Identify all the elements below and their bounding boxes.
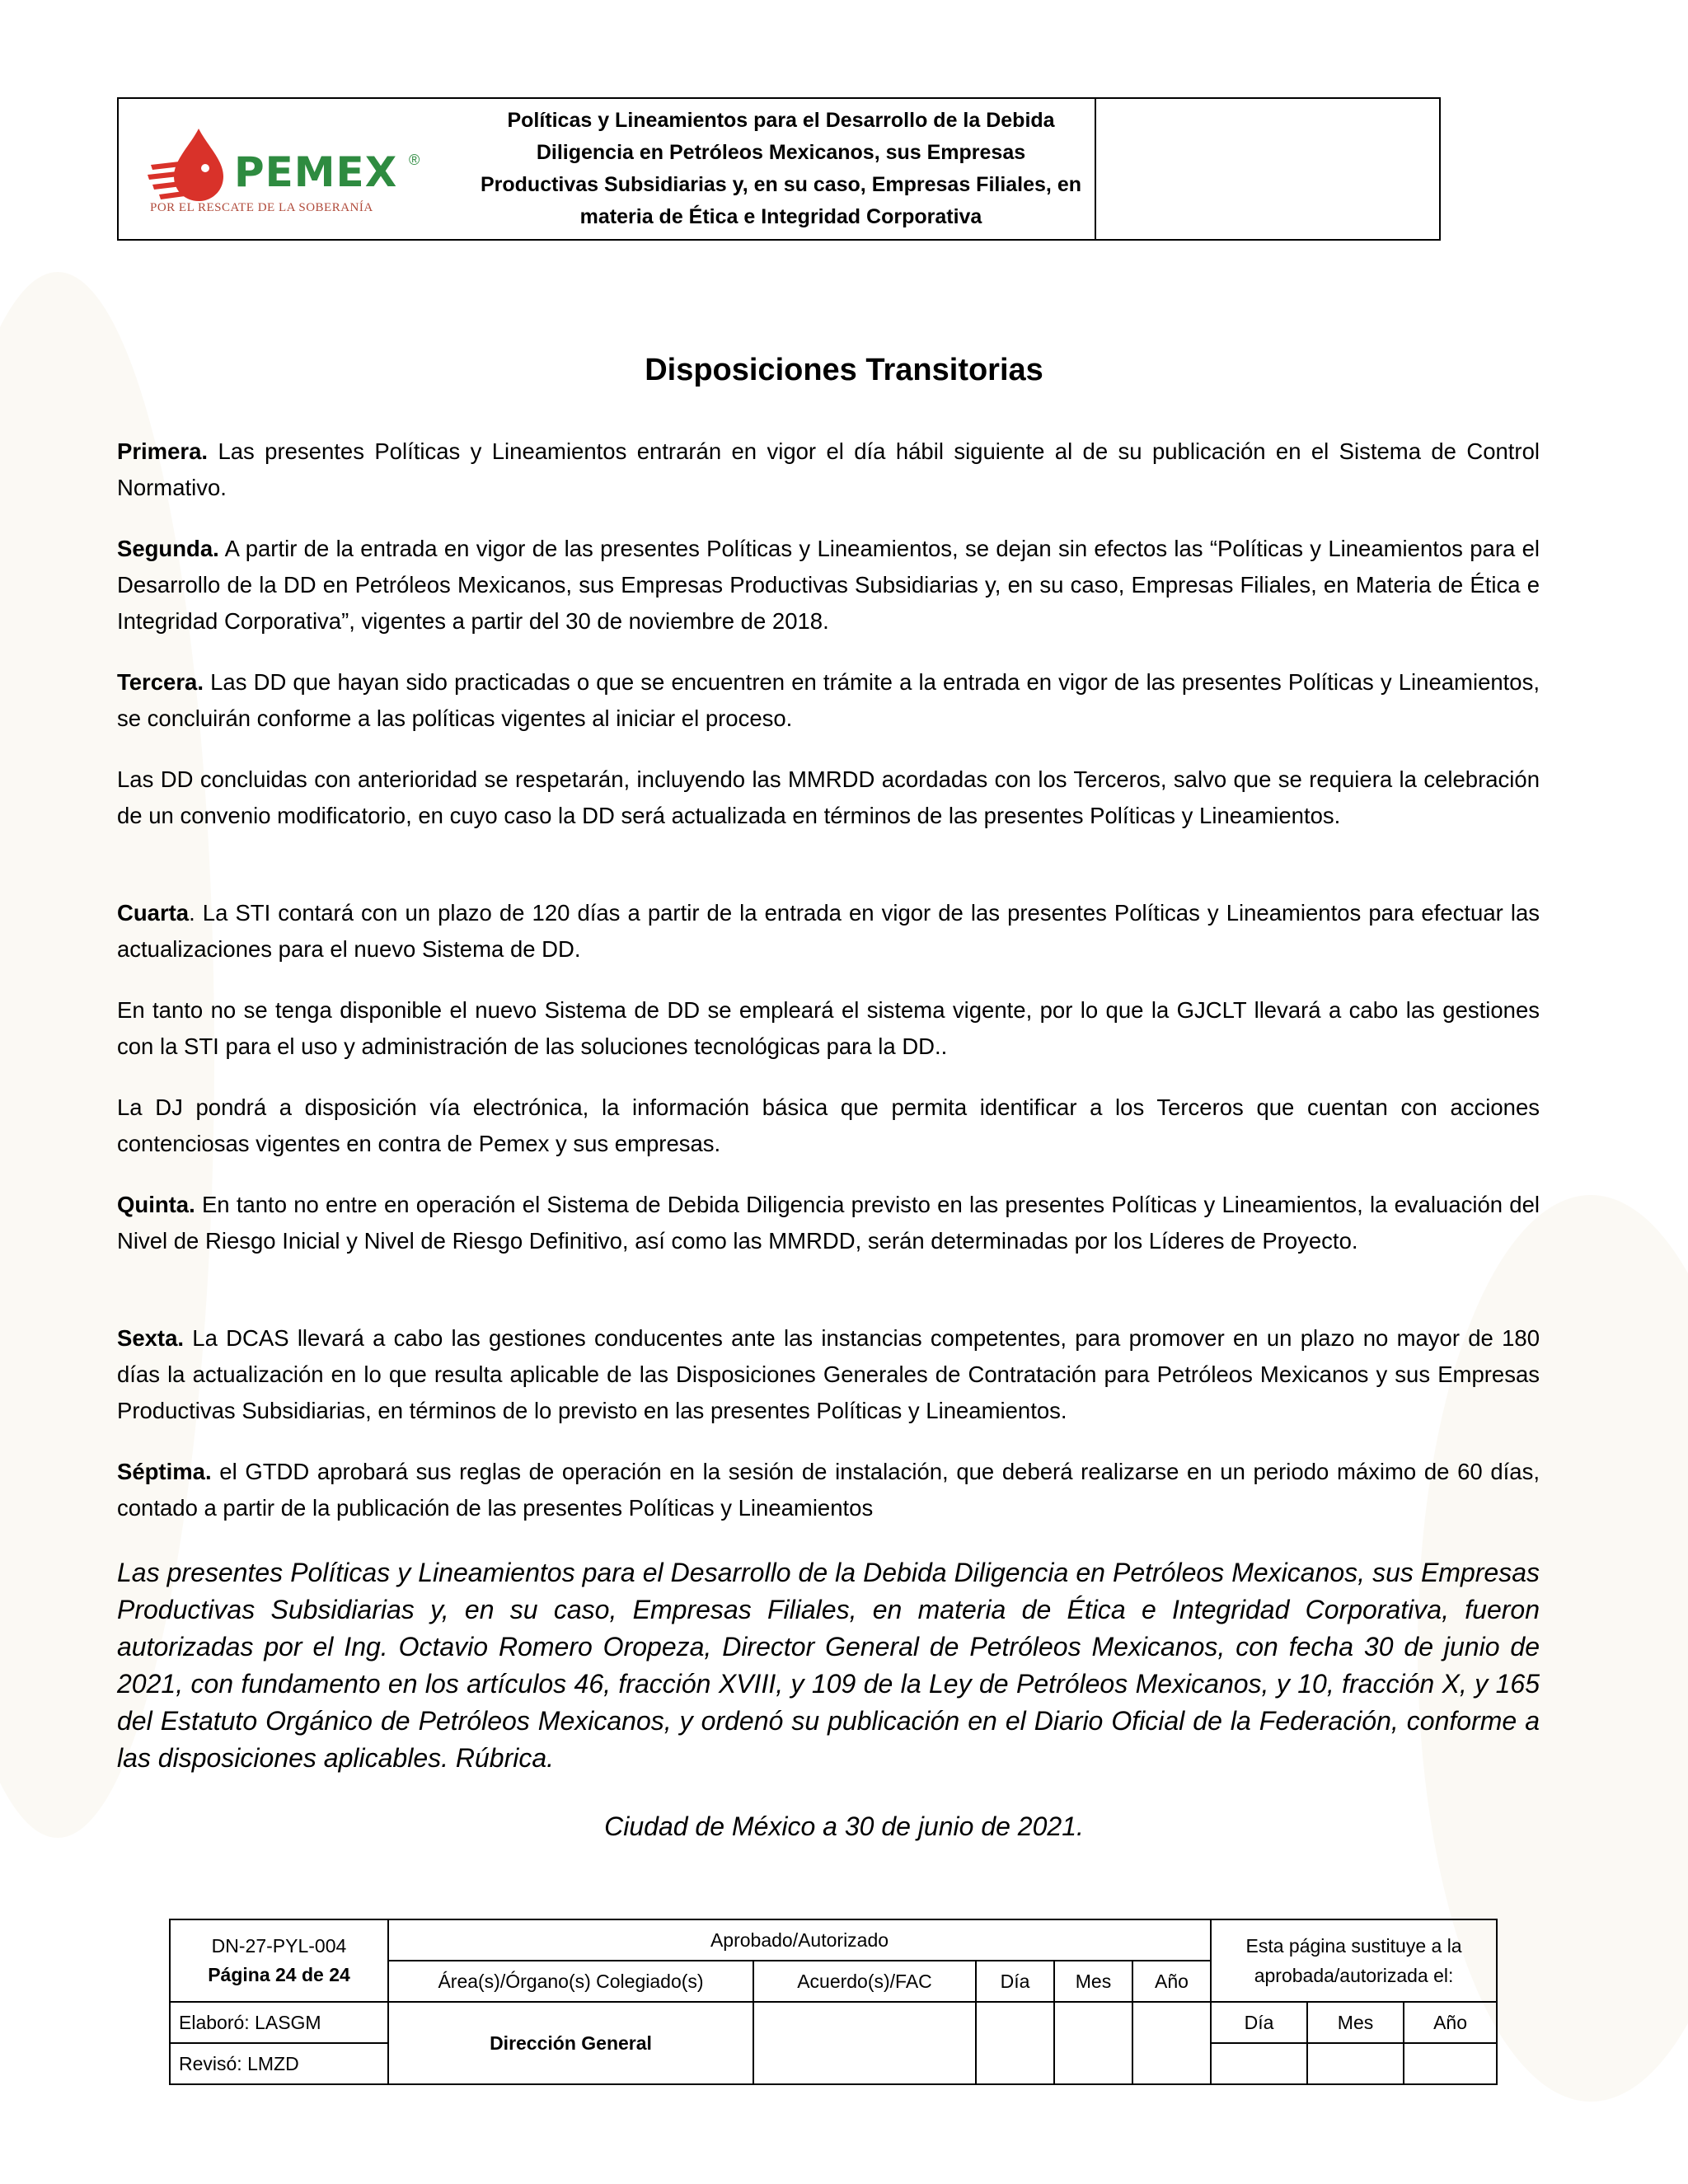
- paragraph-primera: [117, 434, 1540, 506]
- header-title: Políticas y Lineamientos para el Desarrollo de la Debida Diligencia en Petróleos Mexicanos, sus Empresas Productivas Subsidiarias y, en su caso, Empresas Filiales, en materia de Ética e Integridad Corporativa: [467, 99, 1096, 239]
- col-mes-header: Mes: [1054, 1961, 1132, 2002]
- paragraph-segunda: [117, 531, 1540, 640]
- acuerdo-value: [753, 2002, 976, 2084]
- paragraph-text: . La STI contará con un plazo de 120 días a partir de la entrada en vigor de las presentes Políticas y Lineamientos para efectuar las actualizaciones para el nuevo Sistema de DD.: [117, 900, 1540, 962]
- paragraph-lead: Tercera.: [117, 669, 204, 695]
- col-dia-header: Día: [976, 1961, 1054, 2002]
- paragraph-text: En tanto no se tenga disponible el nuevo Sistema de DD se empleará el sistema vigente, por lo que la GJCLT llevará a cabo las gestiones con la STI para el uso y administración de las soluciones tecnológicas para la DD..: [117, 997, 1540, 1059]
- eagle-drop-icon: [148, 127, 230, 203]
- paragraph-cuarta: [117, 895, 1540, 968]
- replaces-mes-value: [1307, 2043, 1404, 2084]
- replaces-mes-header: Mes: [1307, 2002, 1404, 2043]
- paragraph-text: En tanto no entre en operación el Sistema de Debida Diligencia previsto en las presentes Políticas y Lineamientos, la evaluación del Nivel de Riesgo Inicial y Nivel de Riesgo Definitivo, así como las MMRDD, serán determinadas por los Líderes de Proyecto.: [117, 1192, 1540, 1254]
- logo-wordmark: PEMEX: [234, 148, 398, 196]
- paragraph-lead: Primera.: [117, 438, 209, 464]
- paragraph-septima: [117, 1454, 1540, 1526]
- pemex-logo: [119, 99, 467, 239]
- registered-mark: ®: [409, 152, 420, 168]
- paragraph-quinta: [117, 1187, 1540, 1259]
- paragraph-sexta: [117, 1320, 1540, 1429]
- paragraph-lead: Segunda.: [117, 536, 219, 561]
- approved-label: Aprobado/Autorizado: [388, 1919, 1211, 1961]
- col-anio-header: Año: [1132, 1961, 1211, 2002]
- footer-table: [169, 1919, 1498, 2085]
- elaboro-cell: Elaboró: LASGM: [170, 2002, 388, 2043]
- paragraph-text: Las DD que hayan sido practicadas o que se encuentren en trámite a la entrada en vigor de las presentes Políticas y Lineamientos, se concluirán conforme a las políticas vigentes al iniciar el proceso.: [117, 669, 1540, 731]
- document-header: [117, 97, 1441, 241]
- dia-value: [976, 2002, 1054, 2084]
- paragraph-sistema-vigente: [117, 992, 1540, 1065]
- anio-value: [1132, 2002, 1211, 2084]
- paragraph-text: La DJ pondrá a disposición vía electrónica, la información básica que permita identificar a los Terceros que cuentan con acciones contenciosas vigentes en contra de Pemex y sus empresas.: [117, 1094, 1540, 1156]
- col-acuerdo-header: Acuerdo(s)/FAC: [753, 1961, 976, 2002]
- paragraph-dd-concluidas: [117, 762, 1540, 834]
- replaces-label: Esta página sustituye a la aprobada/autorizada el:: [1211, 1919, 1497, 2002]
- replaces-anio-value: [1404, 2043, 1497, 2084]
- replaces-dia-value: [1211, 2043, 1307, 2084]
- logo-slogan: POR EL RESCATE DE LA SOBERANÍA: [150, 201, 373, 214]
- paragraph-text: La DCAS llevará a cabo las gestiones conducentes ante las instancias competentes, para promover en un plazo no mayor de 180 días la actualización en lo que resulta aplicable de las Disposiciones Generales de Contratación para Petróleos Mexicanos y sus Empresas Productivas Subsidiarias, en términos de lo previsto en las presentes Políticas y Lineamientos.: [117, 1325, 1540, 1423]
- area-value: Dirección General: [388, 2002, 753, 2084]
- paragraph-text: el GTDD aprobará sus reglas de operación en la sesión de instalación, que deberá realizarse en un periodo máximo de 60 días, contado a partir de la publicación de las presentes Políticas y Lineamientos: [117, 1459, 1540, 1521]
- mes-value: [1054, 2002, 1132, 2084]
- closing-paragraph: Las presentes Políticas y Lineamientos para el Desarrollo de la Debida Diligencia en Petróleos Mexicanos, sus Empresas Productivas Subsidiarias y, en su caso, Empresas Filiales, en materia de Ética e Integridad Corporativa, fueron autorizadas por el Ing. Octavio Romero Oropeza, Director General de Petróleos Mexicanos, con fecha 30 de junio de 2021, con fundamento en los artículos 46, fracción XVIII, y 109 de la Ley de Petróleos Mexicanos, y 10, fracción X, y 165 del Estatuto Orgánico de Petróleos Mexicanos, y ordenó su publicación en el Diario Oficial de la Federación, conforme a las disposiciones aplicables. Rúbrica.: [117, 1558, 1540, 1773]
- paragraph-lead: Sexta.: [117, 1325, 185, 1351]
- footer-code-cell: [170, 1919, 388, 2002]
- document-code: DN-27-PYL-004: [211, 1935, 347, 1957]
- paragraph-lead: Quinta.: [117, 1192, 195, 1217]
- replaces-anio-header: Año: [1404, 2002, 1497, 2043]
- page-number: Página 24 de 24: [208, 1964, 350, 1985]
- header-right-cell: [1096, 99, 1439, 239]
- paragraph-tercera: [117, 664, 1540, 737]
- section-title: Disposiciones Transitorias: [645, 353, 1043, 387]
- place-date: Ciudad de México a 30 de junio de 2021.: [604, 1811, 1084, 1841]
- paragraph-text: A partir de la entrada en vigor de las presentes Políticas y Lineamientos, se dejan sin efectos las “Políticas y Lineamientos para el Desarrollo de la DD en Petróleos Mexicanos, sus Empresas Productivas Subsidiarias y, en su caso, Empresas Filiales, en Materia de Ética e Integridad Corporativa”, vigentes a partir del 30 de noviembre de 2018.: [117, 536, 1540, 634]
- col-area-header: Área(s)/Órgano(s) Colegiado(s): [388, 1961, 753, 2002]
- paragraph-text: Las presentes Políticas y Lineamientos entrarán en vigor el día hábil siguiente al de su publicación en el Sistema de Control Normativo.: [117, 438, 1540, 500]
- paragraph-text: Las DD concluidas con anterioridad se respetarán, incluyendo las MMRDD acordadas con los Terceros, salvo que se requiera la celebración de un convenio modificatorio, en cuyo caso la DD será actualizada en términos de las presentes Políticas y Lineamientos.: [117, 766, 1540, 828]
- reviso-cell: Revisó: LMZD: [170, 2043, 388, 2084]
- paragraph-lead: Cuarta: [117, 900, 190, 926]
- paragraph-dj: [117, 1090, 1540, 1162]
- paragraph-lead: Séptima.: [117, 1459, 212, 1484]
- replaces-dia-header: Día: [1211, 2002, 1307, 2043]
